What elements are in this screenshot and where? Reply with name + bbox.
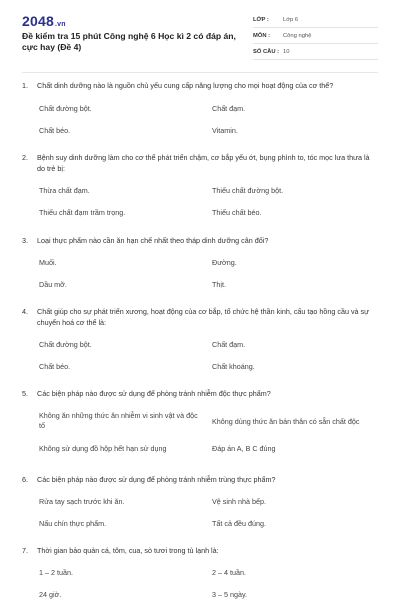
answer-option-d[interactable]: 3 – 5 ngày. (212, 590, 248, 599)
answer-option-d[interactable]: Chất khoáng. (212, 362, 255, 371)
question-text: Các biện pháp nào được sử dụng để phòng tránh nhiễm trùng thực phẩm? (37, 475, 276, 484)
question-3 (22, 235, 378, 289)
answer-option-a[interactable]: Chất đường bột. (39, 340, 92, 349)
question-7 (22, 545, 378, 599)
meta-value-count: 10 (283, 49, 290, 55)
question-6 (22, 474, 378, 528)
answer-option-a[interactable]: 1 – 2 tuần. (39, 568, 73, 577)
meta-row-class (253, 13, 378, 28)
question-5 (22, 388, 378, 453)
meta-key-count: SỐ CÂU : (253, 49, 280, 55)
question-text: Các biện pháp nào được sử dụng để phòng tránh nhiễm độc thực phẩm? (37, 389, 271, 398)
question-2 (22, 152, 378, 217)
question-text: Chất giúp cho sự phát triển xương, hoạt động của cơ bắp, tổ chức hệ thần kinh, cấu tạo hồng cầu và sự chuyển hoá cơ thể là: (37, 307, 369, 327)
question-number: 6. (22, 475, 28, 484)
question-number: 7. (22, 546, 28, 555)
page-header (0, 0, 400, 72)
logo-main: 2048 (22, 13, 54, 29)
meta-key-subject: MÔN : (253, 33, 271, 39)
answer-option-b[interactable]: Vệ sinh nhà bếp. (212, 497, 266, 506)
header-divider (22, 72, 378, 73)
answer-option-c[interactable]: Không sử dụng đồ hộp hết hạn sử dụng (39, 444, 167, 453)
answer-option-b[interactable]: Chất đạm. (212, 104, 246, 113)
meta-row-subject (253, 29, 378, 44)
answer-option-d[interactable]: Đáp án A, B C đúng (212, 444, 276, 453)
answer-option-a[interactable]: Không ăn những thức ăn nhiễm vi sinh vật và độc tố (39, 411, 198, 430)
meta-key-class: LỚP : (253, 17, 269, 23)
answer-option-b[interactable]: Đường. (212, 258, 237, 267)
answer-option-a[interactable]: Thừa chất đạm. (39, 186, 90, 195)
answer-option-a[interactable]: Muối. (39, 258, 57, 267)
answer-option-b[interactable]: Thiếu chất đường bột. (212, 186, 284, 195)
meta-row-count (253, 45, 378, 60)
answer-option-d[interactable]: Tất cả đều đúng. (212, 519, 266, 528)
answer-option-c[interactable]: Chất béo. (39, 126, 71, 135)
logo-suffix: .vn (54, 21, 66, 28)
meta-value-subject: Công nghệ (283, 33, 312, 39)
answer-option-d[interactable]: Thiếu chất béo. (212, 208, 262, 217)
question-text: Thời gian bảo quản cá, tôm, cua, sò tươi trong tủ lạnh là: (37, 546, 219, 555)
answer-option-c[interactable]: Dầu mỡ. (39, 280, 67, 289)
answer-option-b[interactable]: Không dùng thức ăn bản thân có sẵn chất độc (212, 417, 360, 426)
answer-option-a[interactable]: Rửa tay sạch trước khi ăn. (39, 497, 125, 506)
question-number: 5. (22, 389, 28, 398)
question-text: Loại thực phẩm nào cần ăn hạn chế nhất theo tháp dinh dưỡng cân đối? (37, 236, 269, 245)
site-logo[interactable] (22, 13, 66, 29)
meta-value-class: Lớp 6 (283, 17, 299, 23)
question-number: 4. (22, 307, 28, 316)
answer-option-c[interactable]: Thiếu chất đạm trầm trọng. (39, 208, 126, 217)
answer-option-c[interactable]: Chất béo. (39, 362, 71, 371)
question-number: 3. (22, 236, 28, 245)
answer-option-d[interactable]: Thịt. (212, 280, 226, 289)
question-1 (22, 80, 378, 135)
answer-option-a[interactable]: Chất đường bột. (39, 104, 92, 113)
page-title: Đề kiểm tra 15 phút Công nghệ 6 Học kì 2 có đáp án, cực hay (Đề 4) (22, 31, 236, 52)
question-text: Chất dinh dưỡng nào là nguồn chủ yếu cung cấp năng lượng cho mọi hoạt động của cơ thể? (37, 81, 334, 90)
answer-option-c[interactable]: Nấu chín thực phẩm. (39, 519, 107, 528)
answer-option-b[interactable]: Chất đạm. (212, 340, 246, 349)
answer-option-d[interactable]: Vitamin. (212, 126, 238, 135)
answer-option-b[interactable]: 2 – 4 tuần. (212, 568, 246, 577)
question-number: 1. (22, 81, 28, 90)
question-text: Bệnh suy dinh dưỡng làm cho cơ thể phát triển chậm, cơ bắp yếu ớt, bụng phình to, tóc mọc lưa thưa là do trẻ bị: (37, 153, 370, 173)
answer-option-c[interactable]: 24 giờ. (39, 590, 62, 599)
question-number: 2. (22, 153, 28, 162)
quiz-meta (253, 13, 378, 61)
question-4 (22, 306, 378, 371)
